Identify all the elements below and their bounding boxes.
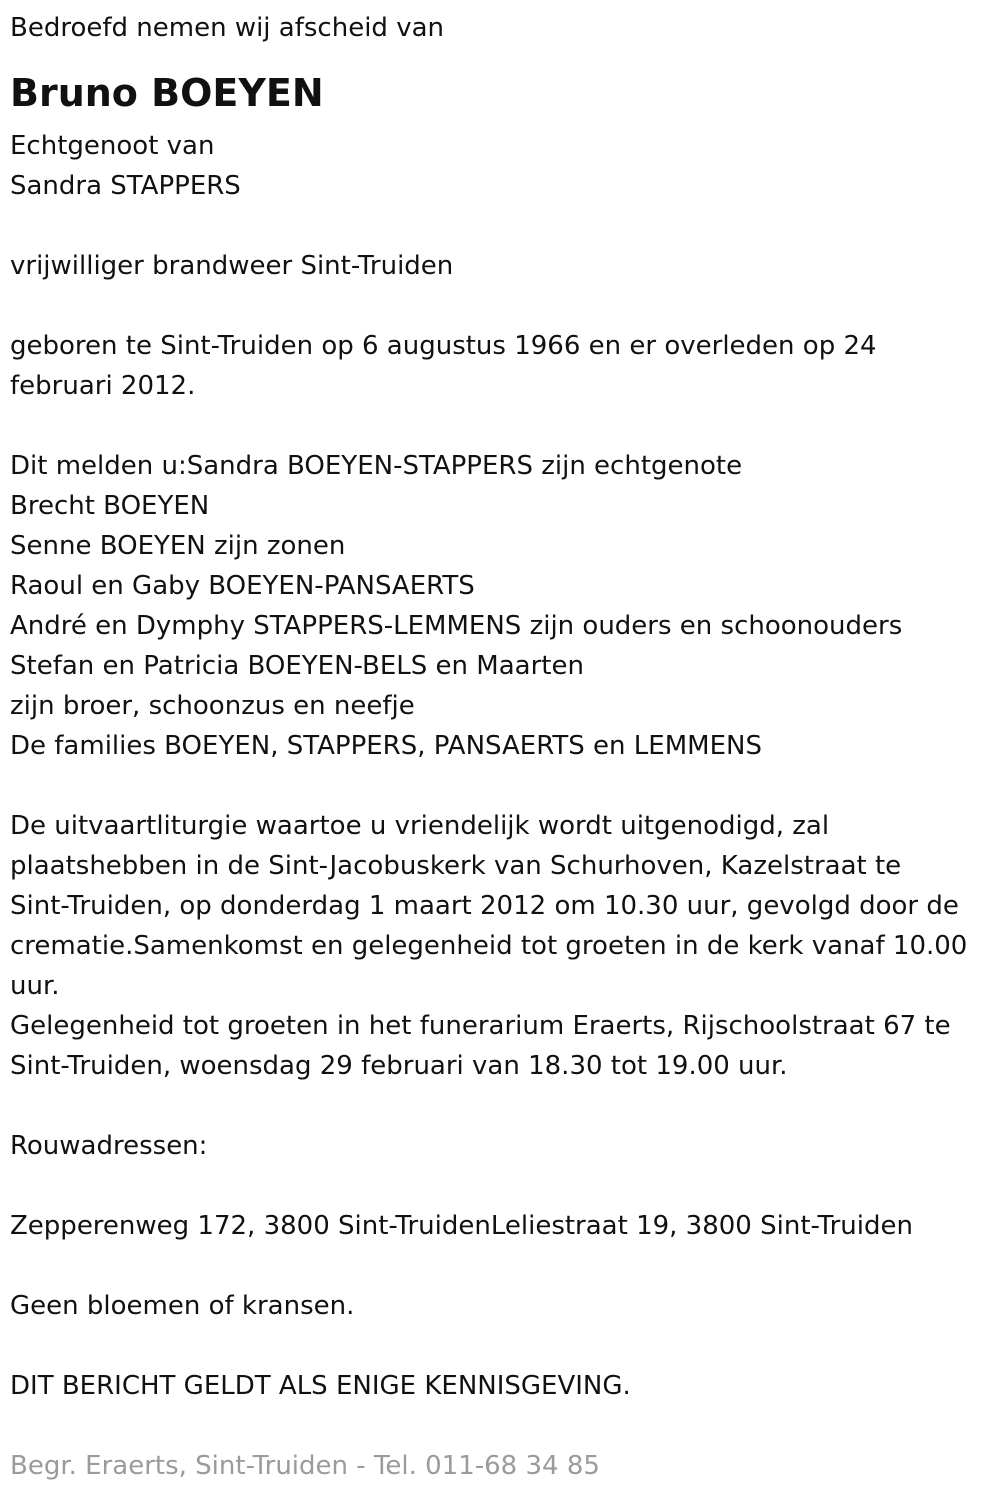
spacer <box>10 1086 990 1126</box>
ceremony-line: plaatshebben in de Sint-Jacobuskerk van Schurhoven, Kazelstraat te <box>10 851 902 881</box>
announcer-line: Dit melden u:Sandra BOEYEN-STAPPERS zijn echtgenote <box>10 451 743 481</box>
ceremony-line: Sint-Truiden, woensdag 29 februari van 18.30 tot 19.00 uur. <box>10 1051 788 1081</box>
announcer-line: Raoul en Gaby BOEYEN-PANSAERTS <box>10 571 475 601</box>
spacer <box>10 1406 990 1446</box>
announcer-line: André en Dymphy STAPPERS-LEMMENS zijn ouders en schoonouders <box>10 611 903 641</box>
birth-death-line-2: februari 2012. <box>10 371 196 401</box>
intro-text: Bedroefd nemen wij afscheid van <box>10 13 444 43</box>
spacer <box>10 206 990 246</box>
spacer <box>10 1326 990 1366</box>
no-flowers-text: Geen bloemen of kransen. <box>10 1291 355 1321</box>
ceremony-line: crematie.Samenkomst en gelegenheid tot groeten in de kerk vanaf 10.00 <box>10 931 968 961</box>
announcer-line: Stefan en Patricia BOEYEN-BELS en Maarten <box>10 651 584 681</box>
addresses-text: Zepperenweg 172, 3800 Sint-TruidenLeliestraat 19, 3800 Sint-Truiden <box>10 1211 913 1241</box>
spacer <box>10 286 990 326</box>
ceremony-line: uur. <box>10 971 60 1001</box>
announcer-line: Senne BOEYEN zijn zonen <box>10 531 346 561</box>
addresses-heading: Rouwadressen: <box>10 1131 208 1161</box>
ceremony-line: De uitvaartliturgie waartoe u vriendelijk wordt uitgenodigd, zal <box>10 811 830 841</box>
deceased-name: Bruno BOEYEN <box>10 71 324 115</box>
role-text: vrijwilliger brandweer Sint-Truiden <box>10 251 454 281</box>
spacer <box>10 766 990 806</box>
official-notice-text: DIT BERICHT GELDT ALS ENIGE KENNISGEVING. <box>10 1371 631 1401</box>
announcer-line: zijn broer, schoonzus en neefje <box>10 691 415 721</box>
relation-line-2: Sandra STAPPERS <box>10 171 241 201</box>
funeral-home-footer: Begr. Eraerts, Sint-Truiden - Tel. 011-68 34 85 <box>10 1451 600 1481</box>
announcer-line: Brecht BOEYEN <box>10 491 210 521</box>
ceremony-line: Sint-Truiden, op donderdag 1 maart 2012 om 10.30 uur, gevolgd door de <box>10 891 959 921</box>
spacer <box>10 406 990 446</box>
ceremony-line: Gelegenheid tot groeten in het funerarium Eraerts, Rijschoolstraat 67 te <box>10 1011 951 1041</box>
spacer <box>10 1246 990 1286</box>
birth-death-line-1: geboren te Sint-Truiden op 6 augustus 1966 en er overleden op 24 <box>10 331 877 361</box>
relation-line-1: Echtgenoot van <box>10 131 215 161</box>
spacer <box>10 1166 990 1206</box>
announcer-line: De families BOEYEN, STAPPERS, PANSAERTS en LEMMENS <box>10 731 762 761</box>
